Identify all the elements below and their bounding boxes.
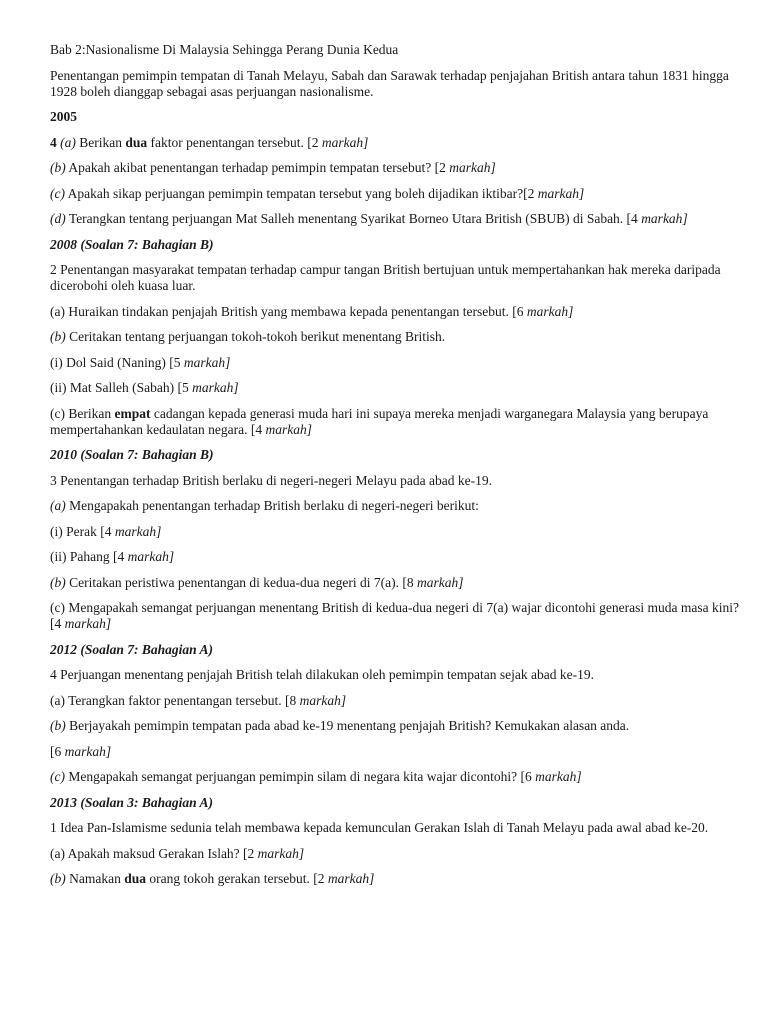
marks-word: markah xyxy=(526,303,569,319)
question-text: (i) Perak [4 xyxy=(50,523,112,539)
year-heading-2005: 2005 xyxy=(50,109,77,124)
part-label: (c) xyxy=(50,769,65,784)
marks-word: markah xyxy=(192,380,234,395)
marks-word: markah xyxy=(64,616,106,631)
q2010-stem: 3 Penentangan terhadap British berlaku di negeri-negeri Melayu pada abad ke-19. xyxy=(50,472,492,488)
question-text: orang tokoh gerakan tersebut. [2 xyxy=(149,871,325,886)
emphasis-word: dua xyxy=(125,134,148,150)
q2013-stem: 1 Idea Pan-Islamisme sedunia telah membawa kepada kemunculan Gerakan Islah di Tanah Melayu pada awal abad ke-20. xyxy=(50,820,709,835)
q2012-b-marks: [6 markah] xyxy=(50,743,112,759)
marks-bracket: [6 xyxy=(50,743,62,759)
q2013-a: (a) Apakah maksud Gerakan Islah? [2 markah] xyxy=(50,845,305,861)
question-number: 4 xyxy=(50,134,57,150)
marks-word: markah xyxy=(299,692,341,708)
part-label: (c) xyxy=(50,185,65,201)
section-heading-2013: 2013 (Soalan 3: Bahagian A) xyxy=(50,794,214,810)
question-text: (a) Terangkan faktor penentangan tersebut. [8 xyxy=(50,692,297,708)
question-text: faktor penentangan tersebut. [2 xyxy=(150,134,319,150)
question-text: Mengapakah penentangan terhadap British berlaku di negeri-negeri berikut: xyxy=(69,498,479,513)
q2010-a xyxy=(50,498,740,514)
part-label: (d) xyxy=(50,211,66,226)
marks-word: markah xyxy=(449,160,491,175)
question-text: Berikan xyxy=(79,134,122,150)
q2008-b xyxy=(50,329,740,345)
question-text: Namakan xyxy=(69,871,121,886)
marks-word: markah xyxy=(417,574,459,590)
question-text: (c) Mengapakah semangat perjuangan menentang British di kedua-dua negeri di 7(a) wajar dicontohi generasi muda masa kini? [4 xyxy=(50,600,740,631)
question-text: (a) Huraikan tindakan penjajah British yang membawa kepada penentangan tersebut. [6 xyxy=(50,303,524,319)
question-text: Apakah akibat penentangan terhadap pemimpin tempatan tersebut? [2 xyxy=(68,160,446,175)
marks-word: markah xyxy=(183,354,226,370)
section-heading-2012: 2012 (Soalan 7: Bahagian A) xyxy=(50,641,214,657)
q2008-c: (c) Berikan empat cadangan kepada generasi muda hari ini supaya mereka menjadi warganegara Malaysia yang berupaya mempertahankan kedaulatan negara. [4 markah] xyxy=(50,405,709,437)
section-heading-2008: 2008 (Soalan 7: Bahagian B) xyxy=(50,236,214,252)
part-label: (b) xyxy=(50,160,66,175)
q2013-b: (b) Namakan dua orang tokoh gerakan tersebut. [2 markah] xyxy=(50,871,375,886)
marks-word: markah xyxy=(114,523,157,539)
document-page xyxy=(50,42,740,897)
q2010-a-i: (i) Perak [4 markah] xyxy=(50,523,162,539)
question-text: Ceritakan tentang perjuangan tokoh-tokoh berikut menentang British. xyxy=(69,329,446,344)
question-text: Ceritakan peristiwa penentangan di kedua-dua negeri di 7(a). [8 xyxy=(69,574,414,590)
q2010-c: (c) Mengapakah semangat perjuangan menentang British di kedua-dua negeri di 7(a) wajar dicontohi generasi muda masa kini? [4 markah] xyxy=(50,600,740,631)
marks-word: markah xyxy=(321,134,364,150)
q2005-b: (b) Apakah akibat penentangan terhadap pemimpin tempatan tersebut? [2 markah] xyxy=(50,160,496,175)
question-text: Apakah sikap perjuangan pemimpin tempatan tersebut yang boleh dijadikan iktibar?[2 xyxy=(67,185,535,201)
part-label: (b) xyxy=(50,574,66,590)
q2012-a: (a) Terangkan faktor penentangan tersebut. [8 markah] xyxy=(50,692,347,708)
question-text: Berjayakah pemimpin tempatan pada abad ke-19 menentang penjajah British? Kemukakan alasan anda. xyxy=(69,718,630,733)
intro-paragraph: Penentangan pemimpin tempatan di Tanah Melayu, Sabah dan Sarawak terhadap penjajahan British antara tahun 1831 hingga 1928 boleh dianggap sebagai asas perjuangan nasionalisme. xyxy=(50,67,729,99)
question-text: (c) Berikan xyxy=(50,405,112,421)
marks-word: markah xyxy=(537,185,579,201)
marks-word: markah xyxy=(641,211,683,226)
marks-word: markah xyxy=(265,421,307,437)
part-label: (a) xyxy=(60,134,76,150)
question-text: Terangkan tentang perjuangan Mat Salleh menentang Syarikat Borneo Utara British (SBUB) di Sabah. [4 xyxy=(68,211,638,226)
q2005-a: 4 (a) Berikan dua faktor penentangan tersebut. [2 markah] xyxy=(50,134,369,150)
part-label: (b) xyxy=(50,718,66,733)
q2005-c: (c) Apakah sikap perjuangan pemimpin tempatan tersebut yang boleh dijadikan iktibar?[2 markah] xyxy=(50,185,585,201)
question-text: cadangan kepada generasi muda hari ini supaya mereka menjadi warganegara Malaysia yang berupaya mempertahankan kedaulatan negara. [4 xyxy=(50,405,709,437)
q2012-b xyxy=(50,718,740,734)
emphasis-word: dua xyxy=(124,871,147,886)
q2010-a-ii: (ii) Pahang [4 markah] xyxy=(50,549,175,564)
question-text: (i) Dol Said (Naning) [5 xyxy=(50,354,181,370)
part-label: (a) xyxy=(50,498,66,513)
q2008-b-ii: (ii) Mat Salleh (Sabah) [5 markah] xyxy=(50,380,239,395)
q2010-b: (b) Ceritakan peristiwa penentangan di kedua-dua negeri di 7(a). [8 markah] xyxy=(50,574,464,590)
marks-word: markah xyxy=(535,769,577,784)
marks-word: markah xyxy=(127,549,169,564)
part-label: (b) xyxy=(50,329,66,344)
chapter-title: Bab 2:Nasionalisme Di Malaysia Sehingga Perang Dunia Kedua xyxy=(50,42,399,57)
question-text: (ii) Pahang [4 xyxy=(50,549,125,564)
q2005-d: (d) Terangkan tentang perjuangan Mat Salleh menentang Syarikat Borneo Utara British (SBUB) di Sabah. [4 markah] xyxy=(50,211,688,226)
q2008-a: (a) Huraikan tindakan penjajah British yang membawa kepada penentangan tersebut. [6 markah] xyxy=(50,303,574,319)
part-label: (b) xyxy=(50,871,66,886)
marks-word: markah xyxy=(257,845,299,861)
marks-word: markah xyxy=(64,743,106,759)
question-text: Mengapakah semangat perjuangan pemimpin silam di negara kita wajar dicontohi? [6 xyxy=(68,769,532,784)
q2012-c: (c) Mengapakah semangat perjuangan pemimpin silam di negara kita wajar dicontohi? [6 markah] xyxy=(50,769,582,784)
emphasis-word: empat xyxy=(114,405,151,421)
marks-word: markah xyxy=(327,871,370,886)
q2008-b-i: (i) Dol Said (Naning) [5 markah] xyxy=(50,354,231,370)
section-heading-2010: 2010 (Soalan 7: Bahagian B) xyxy=(50,447,214,462)
q2012-stem: 4 Perjuangan menentang penjajah British telah dilakukan oleh pemimpin tempatan sejak abad ke-19. xyxy=(50,667,594,682)
q2008-stem: 2 Penentangan masyarakat tempatan terhadap campur tangan British bertujuan untuk mempertahankan hak mereka daripada dicerobohi oleh kuasa luar. xyxy=(50,262,721,293)
question-text: (a) Apakah maksud Gerakan Islah? [2 xyxy=(50,845,255,861)
question-text: (ii) Mat Salleh (Sabah) [5 xyxy=(50,380,189,395)
